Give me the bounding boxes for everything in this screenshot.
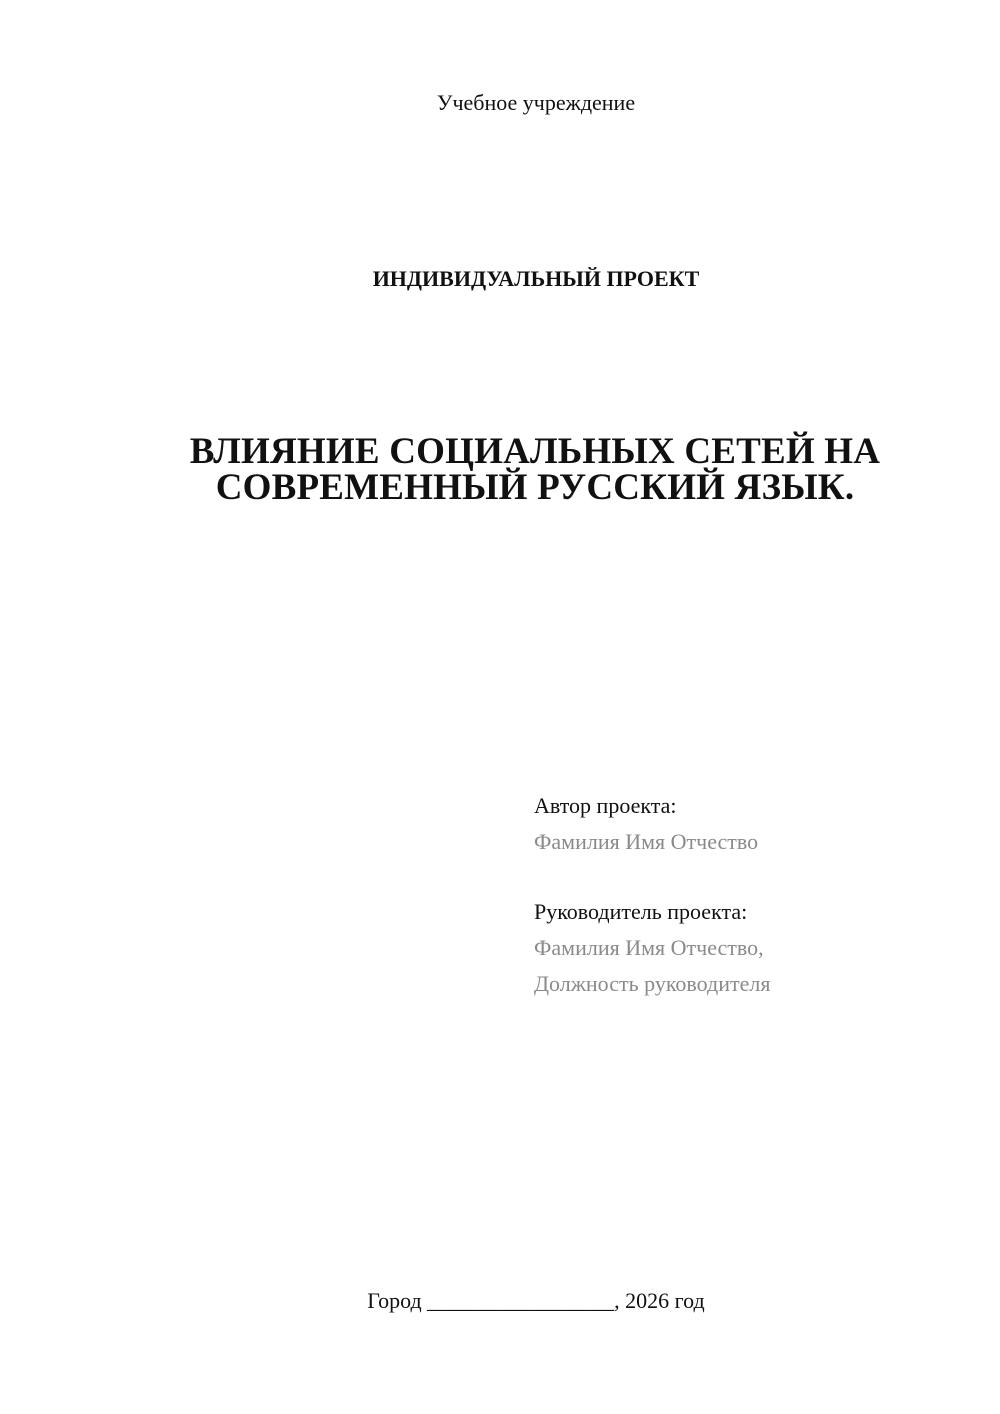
- author-label: Автор проекта:: [534, 793, 677, 818]
- author-name-placeholder: Фамилия Имя Отчество: [534, 829, 759, 854]
- supervisor-name-placeholder: Фамилия Имя Отчество,: [534, 935, 764, 960]
- institution-name: Учебное учреждение: [436, 90, 636, 115]
- credits-spacer: [534, 860, 770, 894]
- supervisor-position-placeholder: Должность руководителя: [534, 971, 771, 996]
- project-title-line-2: СОВРЕМЕННЫЙ РУССКИЙ ЯЗЫК.: [215, 467, 855, 508]
- project-title-line-1: ВЛИЯНИЕ СОЦИАЛЬНЫХ СЕТЕЙ НА: [189, 431, 881, 472]
- project-title: [120, 431, 950, 508]
- project-type-heading: ИНДИВИДУАЛЬНЫЙ ПРОЕКТ: [372, 266, 700, 291]
- supervisor-label: Руководитель проекта:: [534, 899, 748, 924]
- project-credits: [534, 788, 770, 1002]
- city-year-footer: Город _________________, 2026 год: [367, 1288, 705, 1313]
